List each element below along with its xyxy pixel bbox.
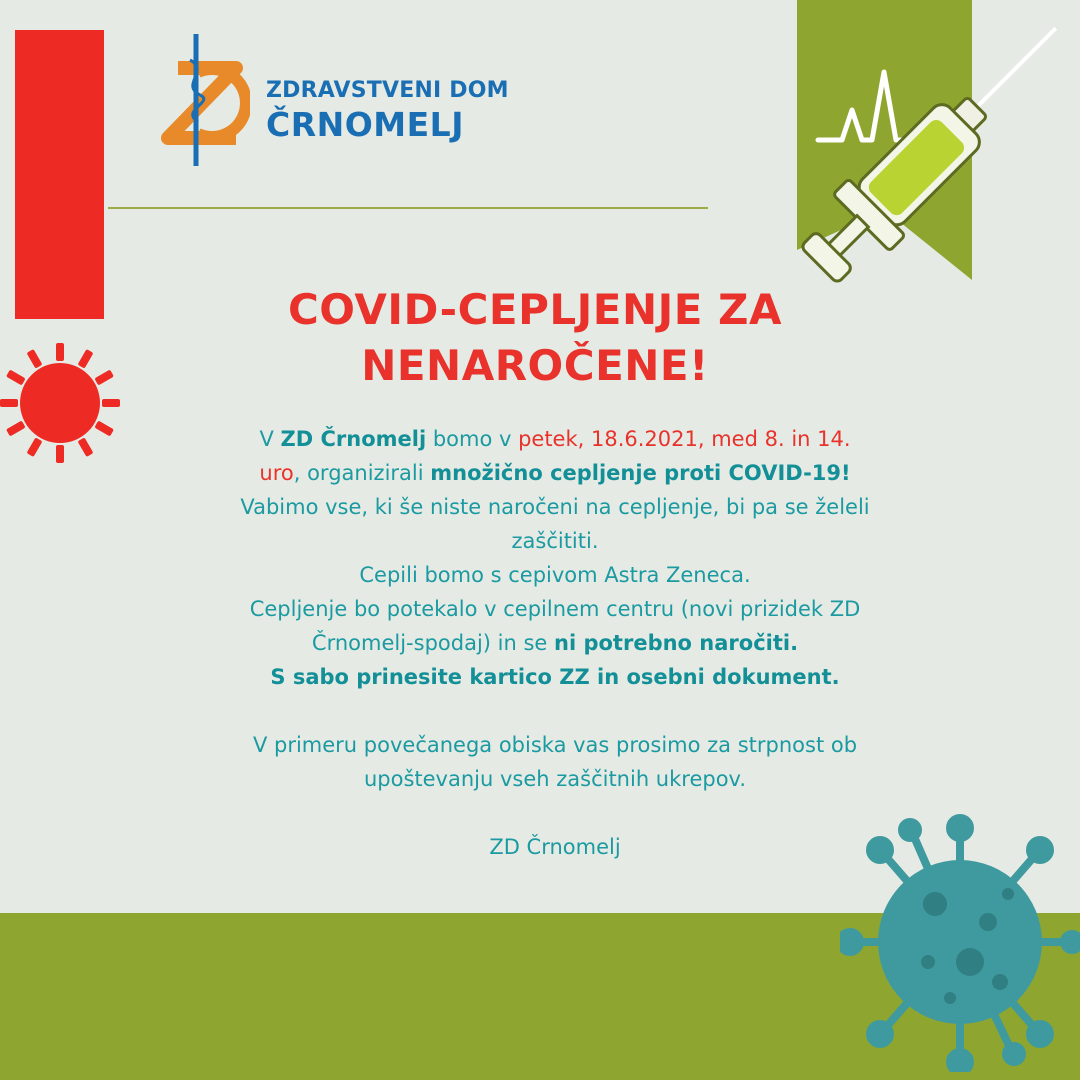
announcement-body xyxy=(160,422,950,864)
logo-mark-icon xyxy=(150,30,250,170)
body-line-4: zaščititi. xyxy=(511,529,599,553)
body-line-7: Črnomelj-spodaj) in se ni potrebno naročiti. xyxy=(311,631,799,655)
headline xyxy=(180,282,890,394)
red-virus-icon xyxy=(0,343,120,463)
logo-line-1: ZDRAVSTVENI DOM xyxy=(266,78,509,103)
headline-line-2: NENAROČENE! xyxy=(361,341,709,390)
headline-line-1: COVID-CEPLJENJE ZA xyxy=(287,285,783,334)
divider-line xyxy=(108,207,708,209)
body-line-9: V primeru povečanega obiska vas prosimo za strpnost ob xyxy=(252,733,858,757)
logo-line-2: ČRNOMELJ xyxy=(266,105,464,144)
body-line-2: uro, organizirali množično cepljenje proti COVID-19! xyxy=(259,461,851,485)
teal-virus-icon xyxy=(840,812,1080,1072)
body-line-5: Cepili bomo s cepivom Astra Zeneca. xyxy=(359,563,751,587)
syringe-icon xyxy=(780,0,1080,290)
spacer xyxy=(160,694,950,728)
body-line-1: V ZD Črnomelj bomo v petek, 18.6.2021, med 8. in 14. xyxy=(259,427,851,451)
signature: ZD Črnomelj xyxy=(489,835,621,859)
spacer xyxy=(160,796,950,830)
exclamation-bar xyxy=(15,30,104,319)
logo-text xyxy=(266,78,509,144)
body-line-8: S sabo prinesite kartico ZZ in osebni dokument. xyxy=(270,665,840,689)
body-line-10: upoštevanju vseh zaščitnih ukrepov. xyxy=(363,767,747,791)
body-line-6: Cepljenje bo potekalo v cepilnem centru (novi prizidek ZD xyxy=(249,597,861,621)
body-line-3: Vabimo vse, ki še niste naročeni na cepljenje, bi pa se želeli xyxy=(240,495,870,519)
